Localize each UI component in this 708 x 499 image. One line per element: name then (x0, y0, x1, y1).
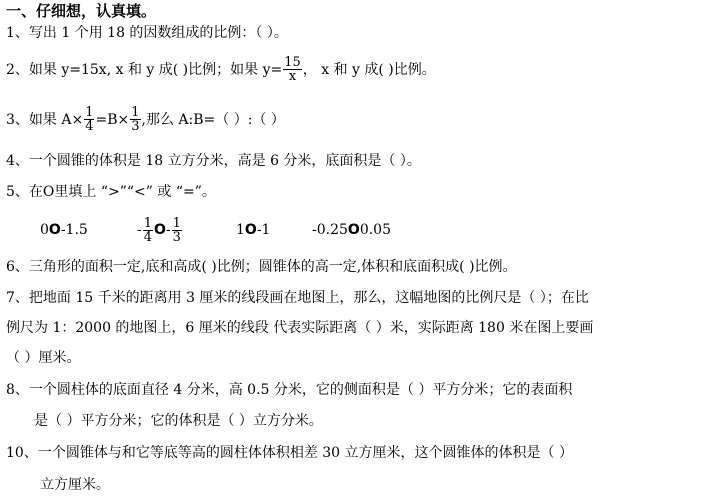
c2-fraction-1 (143, 217, 153, 244)
question-4: 4、一个圆锥的体积是 18 立方分米，高是 6 分米，底面积是（ ）。 (6, 153, 421, 169)
c2-num2: 1 (172, 215, 181, 231)
c2-minus-right: - (165, 222, 171, 238)
q2-frac-den: x (288, 69, 297, 84)
question-7-line-3: （ ）厘米。 (6, 350, 81, 366)
q3-f2-num: 1 (131, 105, 140, 120)
question-2 (6, 56, 436, 83)
c1-left: 0 (40, 222, 49, 238)
c4-left: -0.25 (312, 222, 348, 238)
q3-text-c: ,那么 A:B=（ ）:（ ） (141, 111, 285, 128)
c4-circle: O (347, 222, 360, 238)
c3-circle: O (244, 222, 257, 238)
c2-den: 4 (143, 229, 153, 245)
q3-fraction-2 (130, 106, 140, 133)
question-3 (6, 106, 285, 133)
c2-minus-left: - (137, 222, 142, 238)
section-title: 一、仔细想，认真填。 (6, 2, 157, 20)
question-7-line-2: 例尺为 1：2000 的地图上，6 厘米的线段 代表实际距离（ ）米，实际距离 180 米在图上要画 (6, 320, 594, 336)
q3-f1-num: 1 (85, 105, 94, 120)
question-1: 1、写出 1 个用 18 的因数组成的比例：（ ）。 (6, 25, 288, 41)
question-10-line-1: 10、一个圆锥体与和它等底等高的圆柱体体积相差 30 立方厘米，这个圆锥体的体积是（ ） (6, 445, 573, 461)
question-10-line-2: 立方厘米。 (40, 477, 110, 493)
c1-right: -1.5 (60, 222, 88, 238)
c3-left: 1 (236, 222, 245, 238)
q2-text-b: ， x 和 y 成( )比例。 (302, 61, 436, 78)
compare-item-2 (137, 210, 183, 250)
c2-fraction-2 (172, 217, 182, 244)
compare-item-1 (40, 210, 88, 250)
q3-text-a: 3、如果 A× (6, 111, 84, 128)
question-8-line-2: 是（ ）平方分米；它的体积是（ ）立方分米。 (34, 413, 323, 429)
q3-text-b: =B× (95, 111, 130, 128)
c2-circle: O (154, 222, 166, 238)
question-5: 5、在O里填上 “>”“<” 或 “=”。 (6, 184, 216, 200)
q2-frac-num: 15 (284, 55, 301, 70)
question-7-line-1: 7、把地面 15 千米的距离用 3 厘米的线段画在地图上，那么，这幅地图的比例尺是（ ）；在比 (6, 290, 589, 306)
q3-fraction-1 (84, 106, 94, 133)
c2-num: 1 (143, 215, 153, 231)
c1-circle: O (48, 222, 61, 238)
q2-text-a: 2、如果 y=15x, x 和 y 成( )比例；如果 y= (6, 61, 283, 78)
compare-item-3 (236, 210, 270, 250)
q2-fraction (283, 56, 302, 83)
question-8-line-1: 8、一个圆柱体的底面直径 4 分米，高 0.5 分米，它的侧面积是（ ）平方分米；它的表面积 (6, 382, 573, 398)
c3-right: -1 (256, 222, 271, 238)
compare-item-4 (312, 210, 391, 250)
c2-den2: 3 (172, 229, 181, 245)
q3-f1-den: 4 (85, 119, 94, 134)
question-6: 6、三角形的面积一定,底和高成( )比例；圆锥体的高一定,体积和底面积成( )比例。 (6, 259, 517, 275)
q3-f2-den: 3 (131, 119, 140, 134)
c4-right: 0.05 (359, 222, 391, 238)
